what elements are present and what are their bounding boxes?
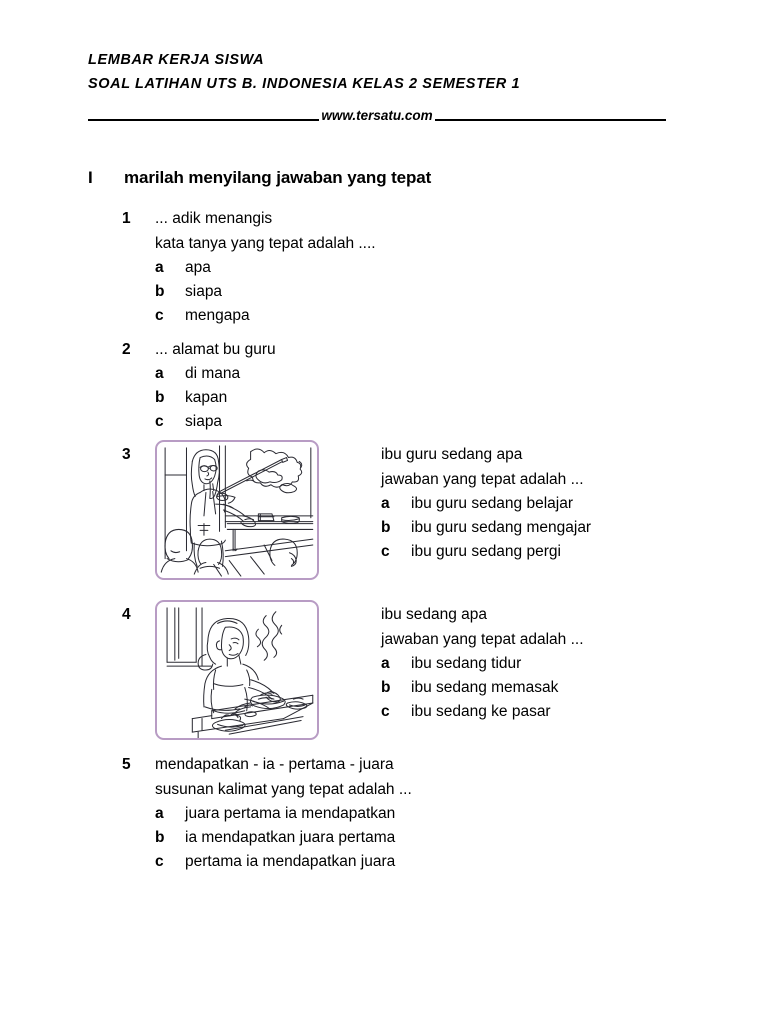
document-header bbox=[88, 48, 680, 121]
question-1 bbox=[122, 206, 742, 328]
question-stem-line: ... adik menangis bbox=[155, 210, 273, 227]
question-stem-line: ibu guru sedang apa bbox=[381, 446, 523, 463]
option-text: ibu sedang tidur bbox=[411, 655, 522, 672]
question-stem-line: ibu sedang apa bbox=[381, 606, 488, 623]
website-text: www.tersatu.com bbox=[321, 108, 433, 123]
option-key: b bbox=[381, 519, 391, 536]
option-c[interactable] bbox=[155, 850, 742, 874]
option-b[interactable] bbox=[381, 516, 742, 540]
question-body bbox=[155, 337, 742, 434]
option-key: b bbox=[381, 679, 391, 696]
question-3 bbox=[122, 440, 742, 580]
option-text: juara pertama ia mendapatkan bbox=[185, 805, 396, 822]
question-number: 1 bbox=[122, 210, 131, 227]
question-body bbox=[155, 206, 742, 328]
option-text: ibu sedang memasak bbox=[411, 679, 559, 696]
question-stem-line: jawaban yang tepat adalah ... bbox=[381, 631, 584, 648]
option-text: mengapa bbox=[185, 307, 250, 324]
option-c[interactable] bbox=[155, 304, 742, 328]
option-text: di mana bbox=[185, 365, 241, 382]
teacher-teaching-illustration bbox=[155, 440, 319, 580]
question-number: 5 bbox=[122, 756, 131, 773]
option-key: c bbox=[381, 543, 390, 560]
option-a[interactable] bbox=[155, 802, 742, 826]
question-body bbox=[155, 752, 742, 874]
option-text: pertama ia mendapatkan juara bbox=[185, 853, 396, 870]
option-key: c bbox=[381, 703, 390, 720]
option-key: c bbox=[155, 853, 164, 870]
option-text: kapan bbox=[185, 389, 228, 406]
option-text: ibu guru sedang mengajar bbox=[411, 519, 592, 536]
question-stem-line: kata tanya yang tepat adalah .... bbox=[155, 235, 376, 252]
question-5 bbox=[122, 752, 742, 874]
option-a[interactable] bbox=[381, 652, 742, 676]
option-a[interactable] bbox=[155, 256, 742, 280]
question-4 bbox=[122, 600, 742, 740]
question-number: 3 bbox=[122, 446, 131, 463]
header-title-line2: SOAL LATIHAN UTS B. INDONESIA KELAS 2 SEMESTER 1 bbox=[88, 76, 521, 92]
question-2 bbox=[122, 337, 742, 434]
option-key: c bbox=[155, 307, 164, 324]
question-stem-line: susunan kalimat yang tepat adalah ... bbox=[155, 781, 412, 798]
section-title: marilah menyilang jawaban yang tepat bbox=[124, 168, 432, 187]
option-key: b bbox=[155, 283, 165, 300]
section-number: I bbox=[88, 168, 93, 187]
option-key: c bbox=[155, 413, 164, 430]
question-number: 4 bbox=[122, 606, 131, 623]
option-key: a bbox=[155, 365, 164, 382]
mother-cooking-illustration bbox=[155, 600, 319, 740]
option-text: siapa bbox=[185, 413, 223, 430]
option-a[interactable] bbox=[155, 362, 742, 386]
option-c[interactable] bbox=[155, 410, 742, 434]
option-key: a bbox=[155, 805, 164, 822]
question-stem-line: jawaban yang tepat adalah ... bbox=[381, 471, 584, 488]
option-c[interactable] bbox=[381, 700, 742, 724]
question-stem-line: ... alamat bu guru bbox=[155, 341, 276, 358]
option-b[interactable] bbox=[155, 280, 742, 304]
option-b[interactable] bbox=[155, 826, 742, 850]
section-heading bbox=[88, 168, 688, 188]
option-a[interactable] bbox=[381, 492, 742, 516]
option-text: ibu guru sedang pergi bbox=[411, 543, 561, 560]
question-3-figure-wrap bbox=[155, 440, 323, 580]
option-key: a bbox=[381, 655, 390, 672]
question-4-text bbox=[323, 600, 742, 724]
option-c[interactable] bbox=[381, 540, 742, 564]
question-4-figure-wrap bbox=[155, 600, 323, 740]
option-b[interactable] bbox=[155, 386, 742, 410]
question-number: 2 bbox=[122, 341, 131, 358]
question-stem-line: mendapatkan - ia - pertama - juara bbox=[155, 756, 394, 773]
header-title-line1: LEMBAR KERJA SISWA bbox=[88, 52, 265, 68]
option-key: b bbox=[155, 389, 165, 406]
option-text: siapa bbox=[185, 283, 223, 300]
option-key: a bbox=[155, 259, 164, 276]
option-b[interactable] bbox=[381, 676, 742, 700]
option-text: apa bbox=[185, 259, 211, 276]
option-key: b bbox=[155, 829, 165, 846]
option-text: ibu sedang ke pasar bbox=[411, 703, 551, 720]
option-key: a bbox=[381, 495, 390, 512]
question-3-text bbox=[323, 440, 742, 564]
option-text: ia mendapatkan juara pertama bbox=[185, 829, 396, 846]
header-website-rule bbox=[88, 104, 666, 121]
option-text: ibu guru sedang belajar bbox=[411, 495, 574, 512]
